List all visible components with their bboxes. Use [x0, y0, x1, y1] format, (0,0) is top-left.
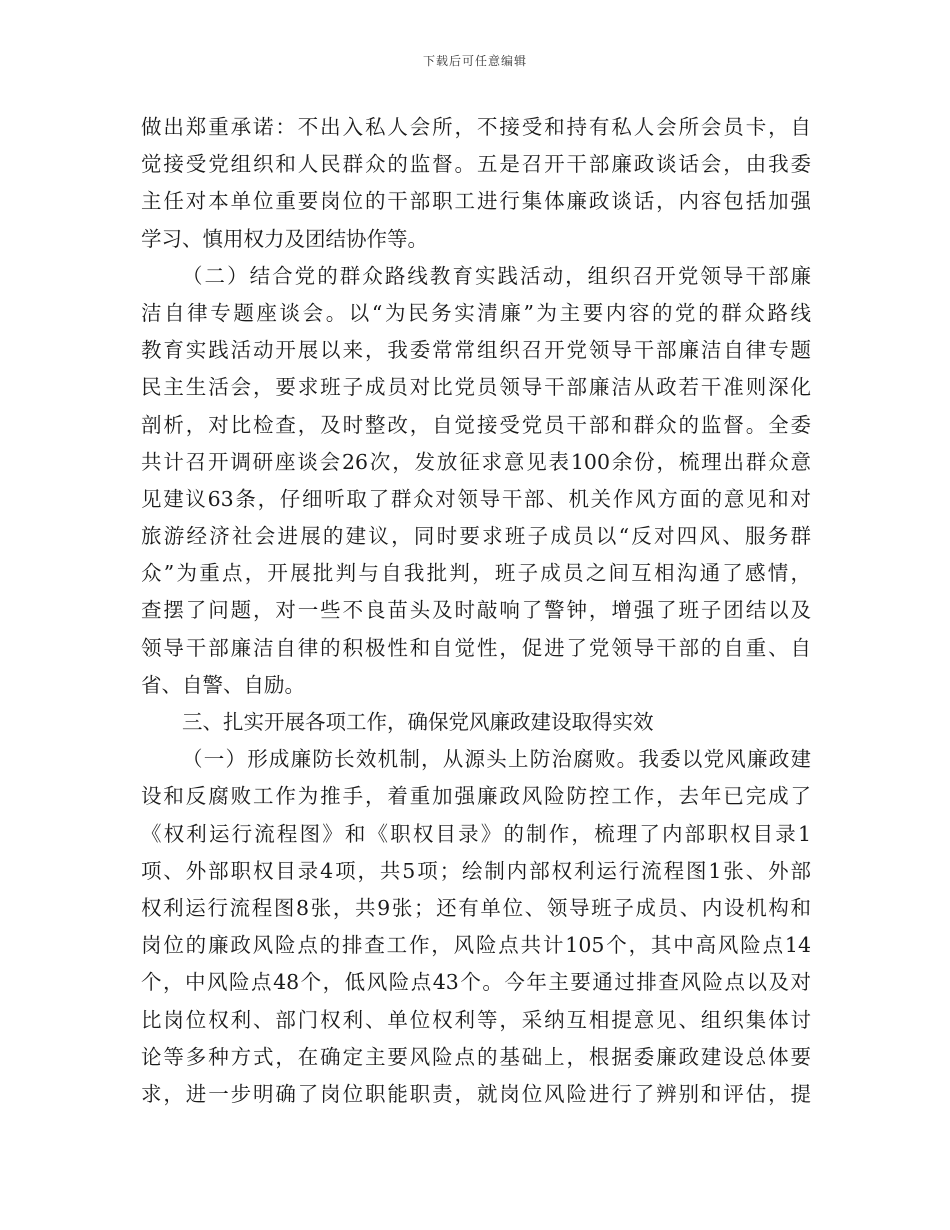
header-note: 下载后可任意编辑 [422, 54, 527, 68]
text-line: （二）结合党的群众路线教育实践活动，组织召开党领导干部廉 [182, 263, 811, 288]
text-line: 教育实践活动开展以来，我委常常组织召开党领导干部廉洁自律专题 [141, 338, 811, 363]
text-line: 民主生活会，要求班子成员对比党员领导干部廉洁从政若干准则深化 [141, 375, 811, 400]
text-line: 领导干部廉洁自律的积极性和自觉性，促进了党领导干部的自重、自 [141, 635, 811, 660]
text-line: 查摆了问题，对一些不良苗头及时敲响了警钟，增强了班子团结以及 [141, 598, 811, 623]
text-line: （一）形成廉防长效机制，从源头上防治腐败。我委以党风廉政建 [182, 747, 811, 772]
section-heading: 三、扎实开展各项工作，确保党风廉政建设取得实效 [182, 710, 654, 734]
text-line: 求，进一步明确了岗位职能职责，就岗位风险进行了辨别和评估，提 [141, 1081, 811, 1106]
text-line: 众”为重点，开展批判与自我批判，班子成员之间互相沟通了感情， [141, 561, 811, 586]
text-line: 岗位的廉政风险点的排查工作，风险点共计105个，其中高风险点14 [141, 933, 811, 958]
text-line: 《权利运行流程图》和《职权目录》的制作，梳理了内部职权目录1 [141, 821, 811, 846]
text-line: 项、外部职权目录4项，共5项；绘制内部权利运行流程图1张、外部 [141, 858, 811, 883]
text-line: 洁自律专题座谈会。以“为民务实清廉”为主要内容的党的群众路线 [141, 300, 811, 325]
body-text [141, 109, 811, 1113]
text-line: 做出郑重承诺：不出入私人会所，不接受和持有私人会所会员卡，自 [141, 115, 811, 139]
text-line: 剖析，对比检查，及时整改，自觉接受党员干部和群众的监督。全委 [141, 412, 811, 437]
text-line: 论等多种方式，在确定主要风险点的基础上，根据委廉政建设总体要 [141, 1044, 811, 1069]
text-line: 见建议63条，仔细听取了群众对领导干部、机关作风方面的意见和对 [141, 486, 811, 511]
text-line: 设和反腐败工作为推手，着重加强廉政风险防控工作，去年已完成了 [141, 784, 811, 809]
text-line: 个，中风险点48个，低风险点43个。今年主要通过排查风险点以及对 [141, 970, 811, 995]
text-line: 旅游经济社会进展的建议，同时要求班子成员以“反对四风、服务群 [141, 524, 811, 549]
text-line: 权利运行流程图8张，共9张；还有单位、领导班子成员、内设机构和 [141, 895, 811, 920]
text-line: 省、自警、自励。 [141, 672, 305, 697]
text-line: 学习、慎用权力及团结协作等。 [141, 226, 428, 251]
text-line: 比岗位权利、部门权利、单位权利等，采纳互相提意见、组织集体讨 [141, 1007, 811, 1032]
text-line: 觉接受党组织和人民群众的监督。五是召开干部廉政谈话会，由我委 [141, 152, 811, 177]
text-line: 共计召开调研座谈会26次，发放征求意见表100余份，梳理出群众意 [141, 449, 811, 474]
text-line: 主任对本单位重要岗位的干部职工进行集体廉政谈话，内容包括加强 [141, 189, 811, 214]
